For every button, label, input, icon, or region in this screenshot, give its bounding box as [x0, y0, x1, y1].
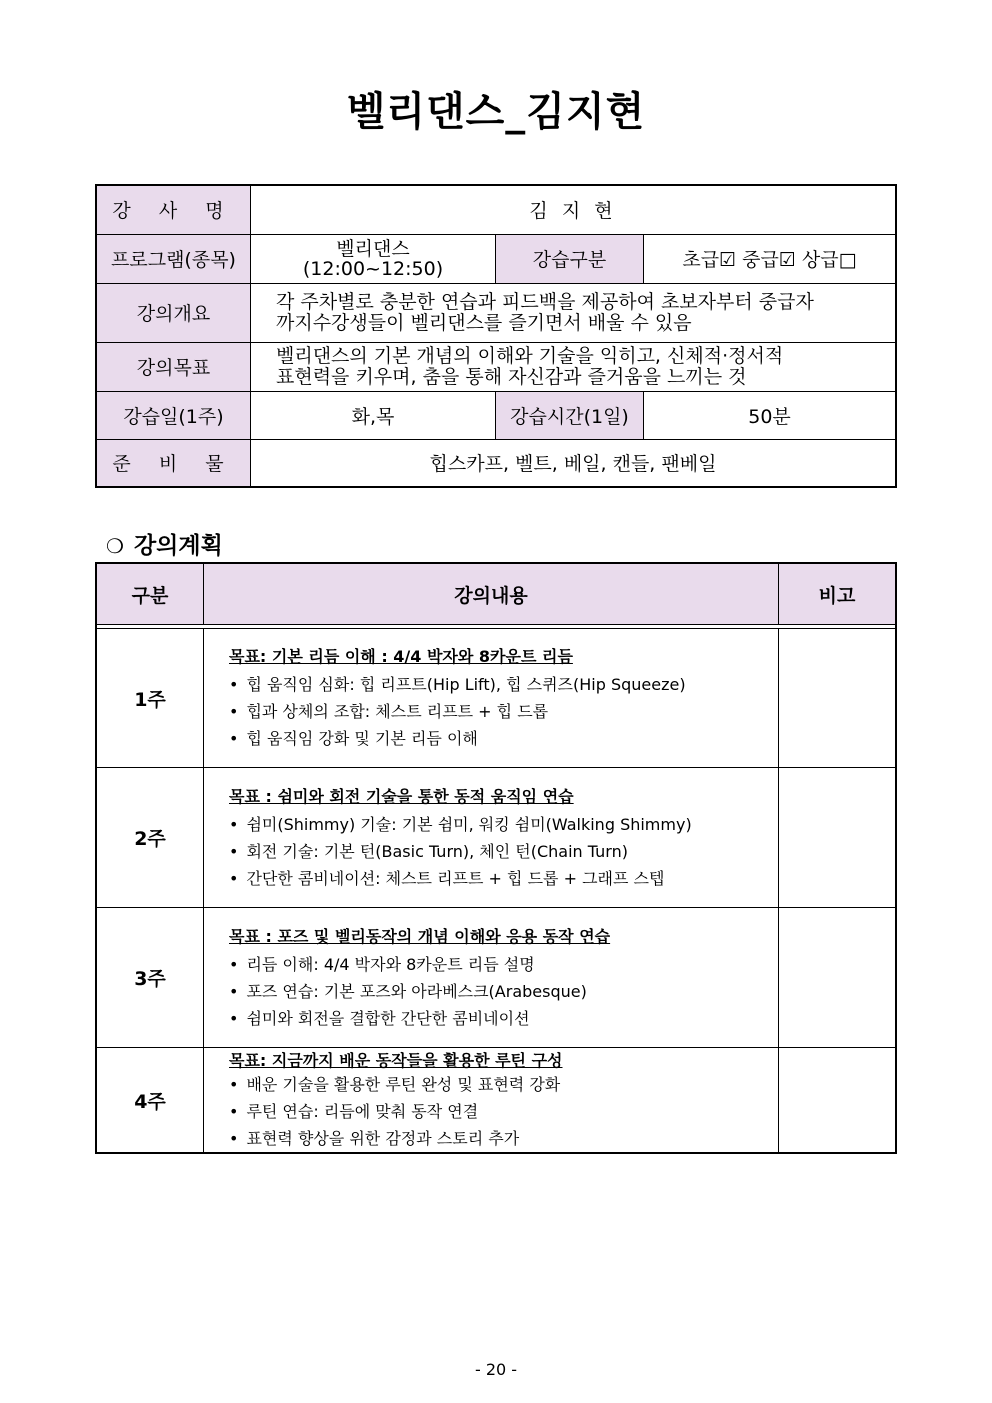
section-heading [106, 527, 223, 560]
program-label: 프로그램(종목) [96, 234, 251, 283]
list-item: • 표현력 향상을 위한 감정과 스토리 추가 [229, 1125, 778, 1152]
program-name: 벨리댄스 [336, 237, 410, 260]
list-item: • 포즈 연습: 기본 포즈와 아라베스크(Arabesque) [229, 978, 778, 1005]
duration-label: 강습시간(1일) [496, 391, 644, 439]
table-row [96, 629, 896, 768]
instructor-label: 강 사 명 [96, 185, 251, 234]
week-label: 3주 [96, 908, 204, 1048]
program-time: (12:00~12:50) [302, 257, 444, 280]
circle-icon: ❍ [106, 534, 124, 558]
week-content [204, 629, 779, 768]
goal-label: 강의목표 [96, 342, 251, 391]
table-row [96, 768, 896, 908]
list-item: • 배운 기술을 활용한 루틴 완성 및 표현력 강화 [229, 1071, 778, 1098]
instructor-value: 김 지 현 [251, 185, 897, 234]
list-item: • 쉼미와 회전을 결합한 간단한 콤비네이션 [229, 1005, 778, 1032]
week-content [204, 908, 779, 1048]
days-value: 화,목 [251, 391, 496, 439]
week-goal: 목표: 기본 리듬 이해 : 4/4 박자와 8카운트 리듬 [229, 647, 573, 666]
level-label: 강습구분 [496, 234, 644, 283]
week-note [779, 629, 897, 768]
days-label: 강습일(1주) [96, 391, 251, 439]
level-value: 초급☑ 중급☑ 상급□ [644, 234, 897, 283]
week-label: 1주 [96, 629, 204, 768]
week-note [779, 768, 897, 908]
week-header: 구분 [96, 563, 204, 625]
week-content [204, 768, 779, 908]
week-label: 2주 [96, 768, 204, 908]
week-goal: 목표 : 쉼미와 회전 기술을 통한 동적 움직임 연습 [229, 786, 574, 806]
note-header: 비고 [779, 563, 897, 625]
program-value [251, 234, 496, 283]
week-goal: 목표 : 포즈 및 벨리동작의 개념 이해와 응용 동작 연습 [229, 926, 611, 946]
table-row [96, 1048, 896, 1154]
page-number: - 20 - [474, 1360, 518, 1379]
week-content [204, 1048, 779, 1154]
week-goal: 목표: 지금까지 배운 동작들을 활용한 루틴 구성 [229, 1051, 563, 1070]
list-item: • 쉼미(Shimmy) 기술: 기본 쉼미, 워킹 쉼미(Walking Shimmy) [229, 811, 778, 838]
list-item: • 리듬 이해: 4/4 박자와 8카운트 리듬 설명 [229, 951, 778, 978]
table-row [96, 908, 896, 1048]
goal-value: 벨리댄스의 기본 개념의 이해와 기술을 익히고, 신체적·정서적 표현력을 키우며, 춤을 통해 자신감과 즐거움을 느끼는 것 [251, 342, 897, 391]
lecture-plan-table [95, 562, 897, 1154]
page-title: 벨리댄스_김지현 [346, 89, 646, 135]
list-item: • 힙과 상체의 조합: 체스트 리프트 + 힙 드롭 [229, 698, 778, 725]
list-item: • 힙 움직임 강화 및 기본 리듬 이해 [229, 725, 778, 752]
list-item: • 힙 움직임 심화: 힙 리프트(Hip Lift), 힙 스퀴즈(Hip Squeeze) [229, 671, 778, 698]
week-note [779, 908, 897, 1048]
list-item: • 루틴 연습: 리듬에 맞춰 동작 연결 [229, 1098, 778, 1125]
week-label: 4주 [96, 1048, 204, 1154]
list-item: • 회전 기술: 기본 턴(Basic Turn), 체인 턴(Chain Turn) [229, 838, 778, 865]
materials-label: 준 비 물 [96, 439, 251, 487]
section-title: 강의계획 [133, 533, 223, 559]
overview-value: 각 주차별로 충분한 연습과 피드백을 제공하여 초보자부터 중급자 까지수강생들이 벨리댄스를 즐기면서 배울 수 있음 [251, 283, 897, 342]
materials-value: 힙스카프, 벨트, 베일, 캔들, 팬베일 [251, 439, 897, 487]
duration-value: 50분 [644, 391, 897, 439]
list-item: • 간단한 콤비네이션: 체스트 리프트 + 힙 드롭 + 그래프 스텝 [229, 865, 778, 892]
overview-label: 강의개요 [96, 283, 251, 342]
course-info-table [95, 184, 897, 488]
week-note [779, 1048, 897, 1154]
content-header: 강의내용 [204, 563, 779, 625]
